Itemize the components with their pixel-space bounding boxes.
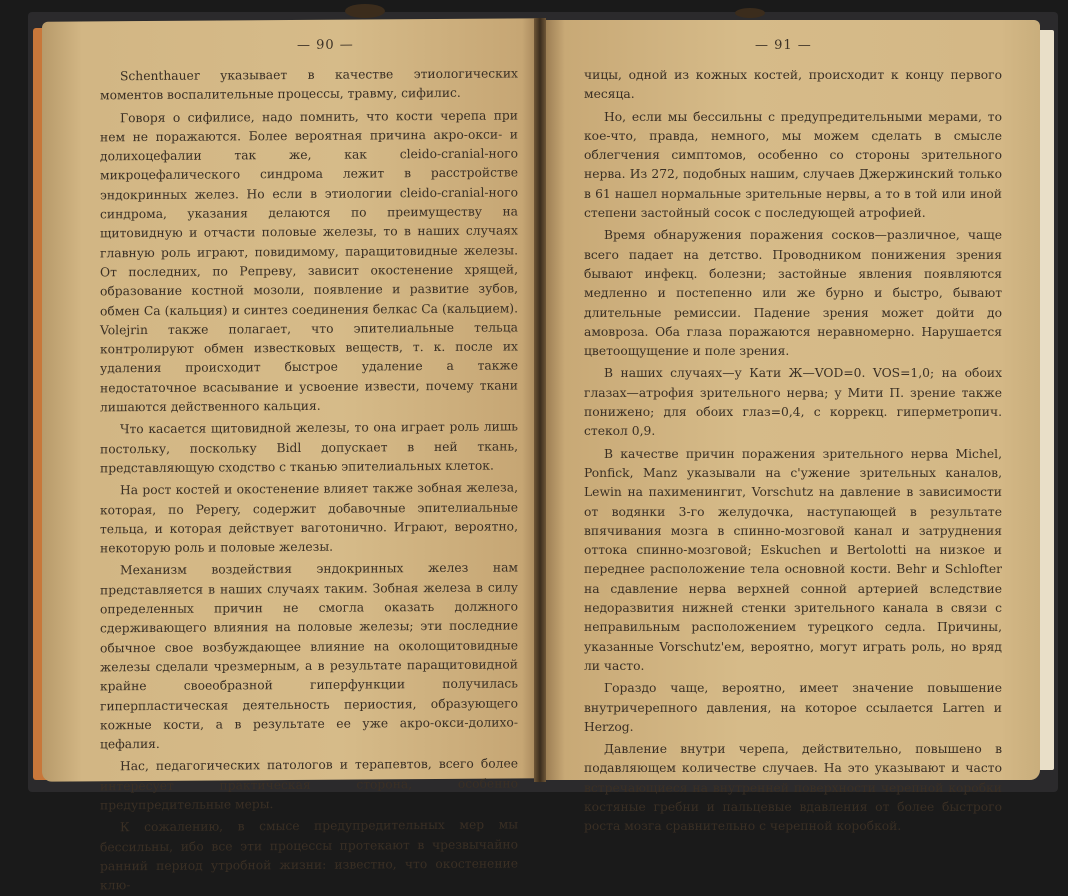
- paragraph: В наших случаях—у Кати Ж—VOD=0. VOS=1,0; на обоих глазах—атрофия зрительного нерва; у Мити П. зрение также понижено; для обоих глаз=0,4, с коррекц. гиперметропич. стекол 0,9.: [584, 366, 1002, 439]
- page-number-left: — 90 —: [297, 37, 354, 53]
- paragraph: Гораздо чаще, вероятно, имеет значение повышение внутричерепного давления, на которое ссылается Larren и Herzog.: [584, 681, 1002, 734]
- paragraph: Нас, педагогических патологов и терапевтов, всего более интересует практическая сторона, особенно предупредительные меры.: [100, 756, 518, 813]
- paragraph: Давление внутри черепа, действительно, повышено в подавляющем количестве случаев. На это указывают и часто встречающиеся на внутренней поверхности черепной коробки костяные гребни и пальцевые вдавления от более быстрого роста мозга сравнительно с черепной коробкой.: [584, 742, 1002, 834]
- book-gutter: [534, 18, 546, 782]
- right-page-text: [584, 66, 1002, 837]
- paragraph: Schenthauer указывает в качестве этиологических моментов воспалительные процессы, травму, сифилис.: [100, 66, 518, 103]
- paragraph: В качестве причин поражения зрительного нерва Michel, Ponfick, Manz указывали на с'ужение зрительных каналов, Lewin на пахименингит, Vorschutz на давление в зависимости от водянки 3-го желудочка, наступающей в результате впячивания мозга в спинно-мозговой канал и затруднения оттока спинно-мозговой; Eskuchen и Bertolotti на низкое и переднее расположение тела основной кости. Behr и Schlofter на сдавление нерва верхней сонной артерией вследствие недоразвития нижней стенки зрительного канала в связи с неправильным расположением турецкого седла. Причины, указанные Vorschutz'ем, вероятно, могут играть роль, но вряд ли часто.: [584, 446, 1002, 673]
- paragraph: Что касается щитовидной железы, то она играет роль лишь постольку, поскольку Bidl допускает в ней ткань, представляющую сходство с тканью эпителиальных клеток.: [100, 419, 518, 476]
- paragraph: Но, если мы бессильны с предупредительными мерами, то кое-что, правда, немного, мы можем сделать в смысле облегчения симптомов, особенно со стороны зрительного нерва. Из 272, подобных нашим, случаев Джержинский только в 61 нашел нормальные зрительные нервы, а то в той или иной степени застойный сосок с последующей атрофией.: [584, 109, 1002, 221]
- paragraph: Время обнаружения поражения сосков—различное, чаще всего падает на детство. Проводником понижения зрения бывают инфекц. болезни; застойные явления появляются медленно и постепенно или же бурно и быстро, бывают длительные ремиссии. Падение зрения может дойти до амовроза. Оба глаза поражаются неравномерно. Нарушается цветоощущение и поле зрения.: [584, 228, 1002, 359]
- paragraph: чицы, одной из кожных костей, происходит к концу первого месяца.: [584, 68, 1002, 102]
- page-number-right: — 91 —: [755, 38, 812, 53]
- paragraph: К сожалению, в смысе предупредительных мер мы бессильны, ибо все эти процессы протекают в чрезвычайно ранний период утробной жизни: известно, что окостенение клю-: [100, 817, 518, 893]
- paragraph: На рост костей и окостенение влияет также зобная железа, которая, по Pepery, содержит добавочные эпителиальные тельца, и которая действует ваготонично. Играют, вероятно, некоторую роль и половые железы.: [100, 480, 518, 556]
- binding-damage-spot: [735, 8, 765, 18]
- left-page: [42, 18, 542, 893]
- paragraph: Говоря о сифилисе, надо помнить, что кости черепа при нем не поражаются. Более вероятная причина акро-окси- и долихоцефалии так же, как cleido-cranial-ного микроцефалического синдрома лежит в расстройстве эндокринных желез. Но если в этиологии cleido-cranial-ного синдрома, указания делаются по преимуществу на щитовидную и отчасти половые железы, то в наших случаях главную роль играют, повидимому, паращитовидные железы. От последних, по Репреву, зависит окостенение хрящей, образование костной мозоли, появление и развитие зубов, обмен Са (кальция) и синтез соединения белкас Са (кальцием). Volejrin также полагает, что эпителиальные тельца контролируют обмен известковых веществ, т. к. после их удаления происходит быстрое удаление а также недостаточное всасывание и усвоение извести, почему ткани лишаются действенного кальция.: [100, 108, 518, 415]
- right-page: [540, 20, 1040, 834]
- left-page-text: [100, 64, 518, 895]
- paragraph: Механизм воздействия эндокринных желез нам представляется в наших случаях таким. Зобная железа в силу определенных причин не смогла оказать должного сдерживающего влияния на половые железы; эти последние обычное свое возбуждающее влияние на околощитовидные железы сделали чрезмерным, а в результате паращитовидной крайне своеобразной гиперфункции получилась гиперпластическая деятельность периостия, образующего кожные кости, а в результате ее уже акро-окси-долихо-цефалия.: [100, 560, 518, 752]
- binding-damage-spot: [345, 4, 385, 18]
